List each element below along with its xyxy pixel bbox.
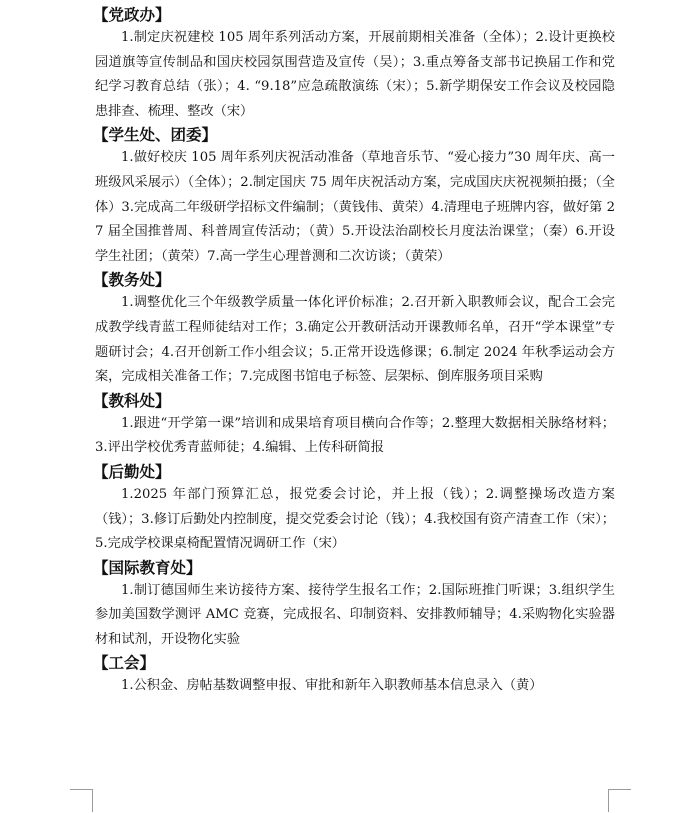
page-margin-corner-left xyxy=(70,789,93,812)
page-margin-corner-right xyxy=(608,789,631,812)
section-body: 1.制订德国师生来访接待方案、接待学生报名工作；2.国际班推门听课；3.组织学生参加美国数学测评 AMC 竞赛，完成报名、印制资料、安排教师辅导；4.采购物化实验器材和试剂，开设物化实验 xyxy=(95,582,615,647)
section-party-office xyxy=(95,4,615,124)
section-body: 1.跟进“开学第一课”培训和成果培育项目横向合作等；2.整理大数据相关脉络材料；3.评出学校优秀青蓝师徒；4.编辑、上传科研简报 xyxy=(95,415,615,456)
section-student-affairs xyxy=(95,124,615,269)
section-body: 1.做好校庆 105 周年系列庆祝活动准备（草地音乐节、“爱心接力”30 周年庆、高一班级风采展示）（全体）；2.制定国庆 75 周年庆祝活动方案，完成国庆庆祝视频拍摄；（全体）3.完成高二年级研学招标文件编制；（黄钱伟、黄荣）4.清理电子班牌内容，做好第 27 届全国推普周、科普周宣传活动；（黄）5.开设法治副校长月度法治课堂；（秦）6.开设学生社团；（黄荣）7.高一学生心理普测和二次访谈；（黄荣） xyxy=(95,150,615,264)
section-title: 【后勤处】 xyxy=(93,462,171,481)
section-body: 1.调整优化三个年级教学质量一体化评价标准；2.召开新入职教师会议，配合工会完成教学线青蓝工程师徒结对工作；3.确定公开教研活动开课教师名单，召开“学本课堂”专题研讨会；4.召开创新工作小组会议；5.正常开设选修课；6.制定 2024 年秋季运动会方案，完成相关准备工作；7.完成图书馆电子标签、层架标、倒库服务项目采购 xyxy=(95,295,615,385)
section-title: 【教科处】 xyxy=(93,391,171,410)
section-title: 【党政办】 xyxy=(93,6,171,24)
section-body: 1.公积金、房帖基数调整申报、审批和新年入职教师基本信息录入（黄） xyxy=(121,678,543,694)
section-title: 【教务处】 xyxy=(93,271,171,290)
section-logistics xyxy=(95,461,615,557)
section-body: 1.2025 年部门预算汇总，报党委会讨论，并上报（钱）；2.调整操场改造方案（钱）；3.修订后勤处内控制度，提交党委会讨论（钱）；4.我校国有资产清查工作（宋）；5.完成学校课桌椅配置情况调研工作（宋） xyxy=(95,486,615,552)
section-title: 【工会】 xyxy=(93,654,156,673)
section-international-education xyxy=(95,557,615,653)
section-title: 【国际教育处】 xyxy=(93,558,202,577)
section-body: 1.制定庆祝建校 105 周年系列活动方案，开展前期相关准备（全体）；2.设计更换校园道旗等宣传制品和国庆校园氛围营造及宣传（吴）；3.重点筹备支部书记换届工作和党纪学习教育总结（张）；4. “9.18”应急疏散演练（宋）；5.新学期保安工作会议及校园隐患排查、梳理、整改（宋） xyxy=(95,30,615,119)
section-research-office xyxy=(95,390,615,461)
document-page xyxy=(95,4,615,699)
section-labor-union xyxy=(95,652,615,699)
section-academic-affairs xyxy=(95,269,615,389)
section-title: 【学生处、团委】 xyxy=(93,126,218,145)
